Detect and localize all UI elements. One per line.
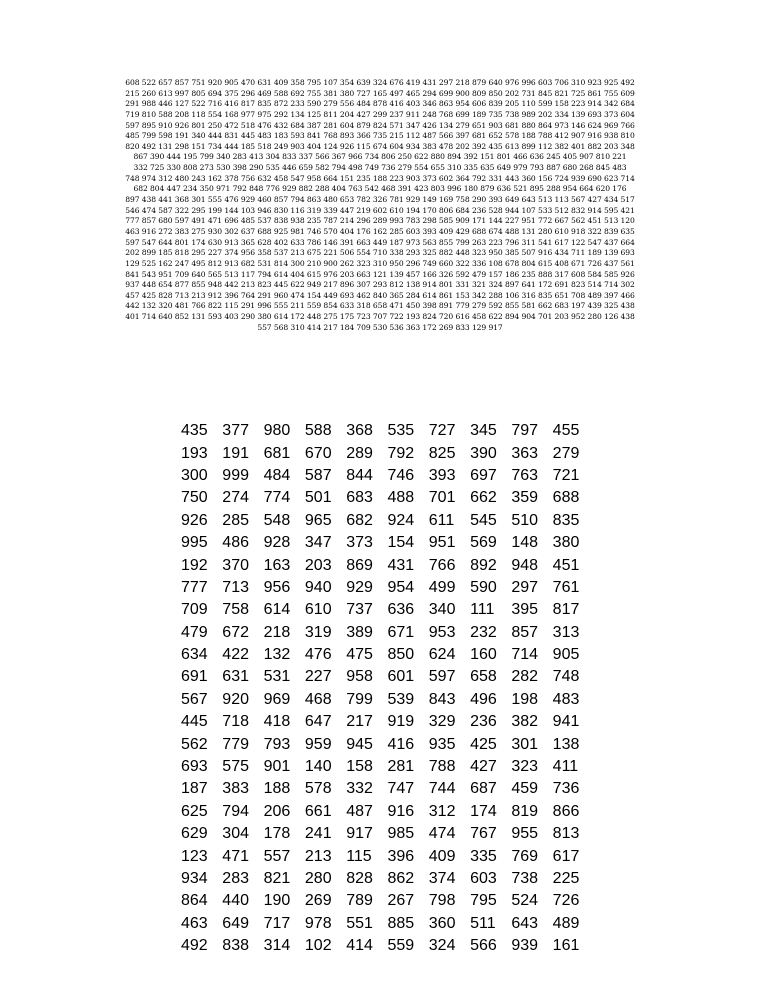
grid-cell: 489 [552, 914, 580, 932]
grid-cell: 658 [470, 668, 497, 686]
grid-cell: 939 [511, 937, 539, 955]
grid-cell: 280 [304, 870, 332, 887]
grid-cell: 377 [222, 422, 249, 440]
grid-cell: 281 [387, 758, 415, 776]
grid-cell: 313 [552, 623, 580, 641]
grid-cell: 624 [428, 646, 456, 664]
grid-cell: 188 [263, 780, 291, 798]
small-number-line: 777 857 680 597 491 471 696 485 537 838 938 235 787 214 296 289 993 783 298 585 909 171 144 227 951 772 667 562 451 513 120 [125, 216, 635, 226]
grid-cell: 777 [181, 578, 208, 596]
small-number-line: 597 547 644 801 174 630 913 365 628 402 633 786 146 391 663 449 187 973 563 855 799 263 223 796 311 541 617 122 547 437 664 [125, 237, 635, 247]
grid-cell: 499 [428, 578, 456, 596]
grid-cell: 681 [263, 444, 291, 462]
grid-cell: 418 [263, 713, 291, 731]
grid-cell: 928 [263, 534, 291, 552]
grid-row [181, 442, 594, 464]
small-number-line: 608 522 657 857 751 920 905 470 631 409 358 795 107 354 639 324 676 419 431 297 218 879 640 976 996 603 706 310 923 925 492 [125, 78, 635, 87]
grid-cell: 393 [428, 466, 456, 484]
grid-cell: 578 [304, 780, 332, 798]
grid-cell: 279 [552, 444, 580, 462]
grid-row [181, 577, 594, 599]
grid-cell: 789 [346, 892, 373, 910]
grid-cell: 323 [511, 758, 539, 776]
grid-cell: 484 [263, 466, 291, 484]
grid-cell: 701 [428, 489, 456, 507]
grid-cell: 953 [428, 623, 456, 641]
grid-row [181, 644, 594, 666]
grid-cell: 360 [428, 914, 456, 932]
small-number-line: 557 568 310 414 217 184 709 530 536 363 172 269 833 129 917 [257, 322, 503, 332]
grid-cell: 314 [263, 937, 291, 955]
grid-cell: 501 [304, 489, 332, 507]
grid-cell: 445 [181, 713, 208, 731]
grid-row [181, 823, 594, 845]
grid-cell: 213 [304, 847, 332, 865]
grid-cell: 524 [511, 892, 539, 910]
grid-cell: 289 [346, 444, 373, 462]
grid-cell: 866 [552, 802, 580, 820]
grid-cell: 758 [222, 601, 249, 619]
grid-cell: 916 [387, 802, 415, 820]
small-number-line: 748 974 312 480 243 162 378 756 632 458 547 958 664 151 235 188 223 903 373 602 364 792 331 443 360 156 724 939 690 623 714 [125, 173, 635, 183]
grid-cell: 691 [181, 668, 208, 686]
grid-cell: 766 [428, 556, 456, 574]
grid-cell: 788 [428, 758, 456, 776]
small-number-line: 485 799 598 191 340 444 831 445 483 183 593 841 768 893 366 735 215 112 487 566 397 681 652 578 188 788 412 907 916 938 810 [125, 131, 635, 141]
grid-cell: 672 [222, 623, 249, 641]
grid-cell: 416 [387, 735, 415, 753]
grid-cell: 283 [222, 870, 249, 887]
small-number-line: 129 525 162 247 495 812 913 682 531 814 300 210 900 262 323 310 950 296 749 660 322 336 108 678 804 615 408 671 726 437 561 [125, 258, 635, 268]
grid-cell: 511 [470, 914, 496, 932]
small-number-line: 442 132 320 481 766 822 115 291 996 555 211 559 854 633 318 658 471 450 398 891 779 279 592 855 581 662 683 197 439 325 438 [125, 301, 635, 311]
grid-row [181, 599, 594, 621]
small-number-line: 867 390 444 195 799 340 283 413 304 833 337 566 367 966 734 806 250 622 880 894 392 151 801 466 636 245 405 907 810 221 [133, 152, 627, 162]
grid-cell: 154 [387, 534, 415, 552]
grid-cell: 588 [304, 422, 332, 440]
small-number-line: 546 474 587 322 295 199 144 103 946 830 116 319 339 447 219 602 610 194 170 806 684 236 528 944 107 533 512 832 914 595 421 [125, 205, 635, 215]
grid-cell: 610 [304, 601, 332, 619]
grid-cell: 380 [552, 534, 580, 552]
grid-cell: 793 [263, 735, 291, 753]
grid-cell: 901 [263, 758, 291, 776]
small-number-block [50, 78, 710, 333]
grid-row [181, 666, 594, 688]
grid-cell: 954 [387, 578, 415, 596]
grid-cell: 300 [181, 466, 208, 484]
grid-cell: 721 [552, 466, 580, 484]
grid-cell: 475 [346, 646, 373, 664]
grid-cell: 566 [470, 937, 497, 955]
grid-cell: 792 [387, 444, 415, 462]
grid-cell: 799 [346, 690, 373, 708]
grid-cell: 625 [181, 802, 208, 820]
grid-cell: 885 [387, 914, 415, 932]
grid-cell: 459 [511, 780, 539, 798]
grid-cell: 636 [387, 601, 415, 619]
grid-cell: 486 [222, 534, 249, 552]
grid-cell: 709 [181, 601, 208, 619]
grid-cell: 905 [552, 646, 580, 664]
grid-cell: 329 [428, 713, 456, 731]
grid-cell: 374 [428, 870, 456, 887]
small-number-line: 820 492 131 298 151 734 444 185 518 249 903 404 124 926 115 674 604 934 383 478 202 392 435 613 899 112 382 401 882 203 348 [125, 141, 635, 151]
grid-cell: 535 [387, 422, 415, 440]
grid-cell: 102 [304, 937, 332, 955]
grid-cell: 687 [470, 780, 497, 798]
grid-cell: 160 [470, 646, 497, 664]
grid-cell: 924 [387, 511, 415, 529]
grid-cell: 999 [222, 466, 249, 484]
small-number-line: 897 438 441 368 301 555 476 929 460 857 794 863 480 653 782 326 781 929 149 169 758 290 393 649 643 513 113 567 427 434 517 [125, 195, 635, 205]
grid-cell: 409 [428, 847, 456, 865]
grid-cell: 726 [552, 892, 580, 910]
grid-cell: 190 [263, 892, 291, 910]
grid-cell: 917 [346, 825, 373, 843]
grid-cell: 969 [263, 690, 291, 708]
grid-cell: 774 [263, 489, 291, 507]
grid-cell: 850 [387, 646, 415, 664]
grid-cell: 955 [511, 825, 539, 843]
grid-cell: 301 [511, 735, 539, 753]
grid-cell: 174 [470, 802, 497, 820]
grid-row [181, 510, 594, 532]
grid-cell: 440 [222, 892, 249, 910]
grid-cell: 463 [181, 914, 208, 932]
grid-cell: 935 [428, 735, 456, 753]
grid-row [181, 689, 594, 711]
grid-cell: 488 [387, 489, 415, 507]
grid-cell: 191 [222, 444, 249, 462]
grid-cell: 603 [470, 870, 497, 887]
small-number-line: 463 916 272 383 275 930 302 637 688 925 981 746 570 404 176 162 285 603 393 409 429 688 674 488 131 280 610 918 322 839 635 [125, 226, 635, 236]
grid-row [181, 420, 594, 442]
grid-row [181, 554, 594, 576]
grid-cell: 545 [470, 511, 497, 529]
grid-cell: 828 [346, 870, 373, 887]
grid-cell: 798 [428, 892, 456, 910]
grid-cell: 662 [470, 489, 497, 507]
grid-cell: 427 [470, 758, 497, 776]
small-number-line: 457 425 828 713 213 912 396 764 291 960 474 154 449 693 462 840 365 284 614 861 153 342 288 106 316 835 651 708 489 397 466 [125, 290, 635, 300]
grid-cell: 225 [552, 870, 580, 887]
grid-cell: 115 [346, 847, 372, 865]
grid-row [181, 487, 594, 509]
grid-row [181, 935, 594, 957]
grid-cell: 980 [263, 422, 291, 440]
grid-cell: 559 [387, 937, 415, 955]
grid-cell: 838 [222, 937, 249, 955]
grid-cell: 471 [222, 847, 249, 865]
grid-cell: 335 [470, 847, 497, 865]
grid-cell: 748 [552, 668, 580, 686]
grid-cell: 123 [181, 847, 208, 865]
grid-cell: 312 [428, 802, 456, 820]
grid-cell: 794 [222, 802, 249, 820]
grid-cell: 187 [181, 780, 208, 798]
grid-cell: 274 [222, 489, 249, 507]
grid-cell: 869 [346, 556, 373, 574]
grid-cell: 414 [346, 937, 373, 955]
grid-cell: 236 [470, 713, 497, 731]
grid-cell: 148 [511, 534, 539, 552]
grid-cell: 548 [263, 511, 291, 529]
grid-cell: 934 [181, 870, 208, 887]
grid-cell: 319 [304, 623, 332, 641]
small-number-line: 215 260 613 997 805 694 375 296 469 588 692 755 381 380 727 165 497 465 294 699 900 809 850 202 731 845 821 725 861 755 609 [125, 88, 635, 98]
grid-cell: 435 [181, 422, 208, 440]
grid-cell: 383 [222, 780, 249, 798]
grid-cell: 111 [470, 601, 495, 619]
grid-cell: 843 [428, 690, 456, 708]
grid-cell: 631 [222, 668, 249, 686]
grid-cell: 163 [263, 556, 291, 574]
small-number-line: 291 988 446 127 522 716 416 817 835 872 233 590 279 556 484 878 416 403 346 863 954 606 839 205 110 599 158 223 914 342 684 [125, 99, 635, 109]
grid-cell: 479 [181, 623, 208, 641]
grid-cell: 835 [552, 511, 580, 529]
grid-cell: 713 [222, 578, 249, 596]
grid-cell: 324 [428, 937, 456, 955]
grid-cell: 862 [387, 870, 415, 887]
number-grid [181, 420, 594, 957]
grid-cell: 411 [552, 758, 579, 776]
grid-cell: 359 [511, 489, 539, 507]
grid-cell: 483 [552, 690, 580, 708]
grid-cell: 892 [470, 556, 497, 574]
grid-cell: 138 [552, 735, 580, 753]
grid-cell: 492 [181, 937, 208, 955]
grid-cell: 978 [304, 914, 332, 932]
grid-cell: 649 [222, 914, 249, 932]
small-number-line: 597 895 910 926 801 250 472 518 476 432 684 387 281 604 879 824 571 347 426 134 279 651 903 681 880 864 973 146 624 969 766 [125, 120, 635, 130]
grid-cell: 945 [346, 735, 373, 753]
grid-cell: 451 [552, 556, 580, 574]
grid-row [181, 465, 594, 487]
grid-cell: 629 [181, 825, 208, 843]
grid-cell: 617 [552, 847, 580, 865]
grid-cell: 476 [304, 646, 332, 664]
grid-cell: 797 [511, 422, 539, 440]
grid-cell: 769 [511, 847, 539, 865]
grid-cell: 363 [511, 444, 539, 462]
grid-cell: 601 [387, 668, 415, 686]
grid-cell: 795 [470, 892, 497, 910]
grid-cell: 634 [181, 646, 208, 664]
grid-cell: 779 [222, 735, 249, 753]
grid-cell: 951 [428, 534, 456, 552]
grid-cell: 496 [470, 690, 497, 708]
grid-cell: 474 [428, 825, 456, 843]
grid-cell: 206 [263, 802, 291, 820]
grid-cell: 368 [346, 422, 373, 440]
grid-cell: 611 [428, 511, 455, 529]
grid-cell: 575 [222, 758, 249, 776]
grid-cell: 744 [428, 780, 456, 798]
grid-cell: 813 [552, 825, 580, 843]
grid-cell: 218 [263, 623, 291, 641]
grid-row [181, 622, 594, 644]
grid-cell: 746 [387, 466, 415, 484]
grid-cell: 217 [346, 713, 373, 731]
small-number-line: 401 714 640 852 131 593 403 290 380 614 172 448 275 175 723 707 722 193 824 720 616 458 622 894 904 701 203 952 280 126 438 [125, 312, 635, 322]
grid-cell: 671 [387, 623, 415, 641]
small-number-line: 937 448 654 877 855 948 442 213 823 445 622 949 217 896 307 293 812 138 914 801 331 321 324 897 641 172 691 823 514 714 302 [125, 280, 635, 290]
grid-cell: 161 [552, 937, 580, 955]
grid-cell: 857 [511, 623, 539, 641]
grid-cell: 487 [346, 802, 373, 820]
grid-cell: 510 [511, 511, 539, 529]
grid-row [181, 913, 594, 935]
small-number-line: 682 804 447 234 350 971 792 848 776 929 882 288 404 763 542 468 391 423 803 996 180 879 636 521 895 288 954 664 620 176 [133, 184, 627, 194]
grid-cell: 959 [304, 735, 332, 753]
grid-cell: 562 [181, 735, 208, 753]
grid-cell: 767 [470, 825, 497, 843]
grid-cell: 647 [304, 713, 332, 731]
grid-cell: 345 [470, 422, 497, 440]
grid-cell: 929 [346, 578, 373, 596]
grid-cell: 864 [181, 892, 208, 910]
grid-cell: 140 [304, 758, 332, 776]
grid-cell: 750 [181, 489, 208, 507]
grid-cell: 597 [428, 668, 456, 686]
grid-cell: 132 [263, 646, 291, 664]
grid-cell: 844 [346, 466, 373, 484]
grid-cell: 670 [304, 444, 332, 462]
grid-cell: 347 [304, 534, 332, 552]
grid-cell: 395 [511, 601, 539, 619]
grid-cell: 198 [511, 690, 539, 708]
grid-cell: 821 [263, 870, 291, 887]
grid-cell: 985 [387, 825, 415, 843]
grid-cell: 682 [346, 511, 373, 529]
grid-row [181, 711, 594, 733]
grid-cell: 158 [346, 758, 373, 776]
grid-row [181, 756, 594, 778]
grid-row [181, 890, 594, 912]
grid-row [181, 845, 594, 867]
grid-cell: 688 [552, 489, 580, 507]
grid-cell: 965 [304, 511, 332, 529]
grid-cell: 285 [222, 511, 249, 529]
grid-cell: 389 [346, 623, 373, 641]
grid-cell: 340 [428, 601, 456, 619]
grid-cell: 643 [511, 914, 539, 932]
grid-cell: 736 [552, 780, 580, 798]
grid-cell: 422 [222, 646, 249, 664]
grid-cell: 203 [304, 556, 332, 574]
grid-cell: 227 [304, 668, 332, 686]
grid-cell: 717 [263, 914, 291, 932]
grid-cell: 425 [470, 735, 497, 753]
grid-cell: 455 [552, 422, 580, 440]
grid-cell: 373 [346, 534, 373, 552]
grid-cell: 697 [470, 466, 497, 484]
grid-cell: 693 [181, 758, 208, 776]
grid-cell: 763 [511, 466, 539, 484]
grid-cell: 192 [181, 556, 208, 574]
grid-cell: 282 [511, 668, 539, 686]
grid-cell: 241 [304, 825, 332, 843]
grid-cell: 825 [428, 444, 456, 462]
grid-cell: 614 [263, 601, 291, 619]
grid-cell: 995 [181, 534, 208, 552]
grid-cell: 661 [304, 802, 332, 820]
grid-cell: 737 [346, 601, 373, 619]
small-number-line: 719 810 588 208 118 554 168 977 975 292 134 125 811 204 427 299 237 911 248 768 699 189 735 738 989 202 334 139 693 373 604 [125, 109, 635, 119]
grid-cell: 919 [387, 713, 415, 731]
grid-row [181, 532, 594, 554]
grid-cell: 297 [511, 578, 539, 596]
grid-cell: 557 [263, 847, 291, 865]
grid-row [181, 801, 594, 823]
grid-cell: 920 [222, 690, 249, 708]
grid-cell: 727 [428, 422, 456, 440]
grid-cell: 193 [181, 444, 208, 462]
grid-cell: 569 [470, 534, 497, 552]
small-number-line: 202 899 185 818 295 227 374 956 358 537 213 675 221 506 554 710 338 293 325 882 448 323 950 385 507 916 434 711 189 139 693 [125, 248, 635, 258]
grid-cell: 738 [511, 870, 539, 887]
grid-cell: 747 [387, 780, 415, 798]
grid-cell: 958 [346, 668, 373, 686]
grid-cell: 468 [304, 690, 332, 708]
grid-cell: 817 [552, 601, 580, 619]
grid-cell: 370 [222, 556, 249, 574]
grid-cell: 267 [387, 892, 415, 910]
grid-cell: 390 [470, 444, 497, 462]
grid-cell: 819 [511, 802, 539, 820]
grid-cell: 396 [387, 847, 415, 865]
grid-row [181, 733, 594, 755]
grid-cell: 590 [470, 578, 497, 596]
grid-cell: 531 [263, 668, 291, 686]
grid-cell: 718 [222, 713, 249, 731]
grid-cell: 304 [222, 825, 249, 843]
grid-cell: 926 [181, 511, 208, 529]
grid-cell: 551 [346, 914, 373, 932]
grid-row [181, 868, 594, 890]
small-number-line: 332 725 330 808 273 530 398 290 535 446 659 582 794 498 749 736 279 554 655 310 335 635 649 979 793 887 680 268 845 483 [133, 163, 627, 173]
grid-cell: 431 [387, 556, 415, 574]
grid-cell: 382 [511, 713, 539, 731]
grid-cell: 941 [552, 713, 580, 731]
grid-cell: 940 [304, 578, 332, 596]
grid-cell: 761 [552, 578, 580, 596]
grid-cell: 714 [511, 646, 539, 664]
grid-cell: 269 [304, 892, 332, 910]
grid-cell: 332 [346, 780, 373, 798]
grid-cell: 956 [263, 578, 291, 596]
grid-cell: 683 [346, 489, 373, 507]
grid-cell: 948 [511, 556, 539, 574]
grid-cell: 232 [470, 623, 497, 641]
grid-cell: 178 [263, 825, 291, 843]
grid-cell: 567 [181, 690, 208, 708]
grid-cell: 587 [304, 466, 332, 484]
grid-row [181, 778, 594, 800]
grid-cell: 539 [387, 690, 415, 708]
small-number-line: 841 543 951 709 640 565 513 117 794 614 404 615 976 203 663 121 139 457 166 326 592 479 157 186 235 888 317 608 584 585 926 [125, 269, 635, 279]
